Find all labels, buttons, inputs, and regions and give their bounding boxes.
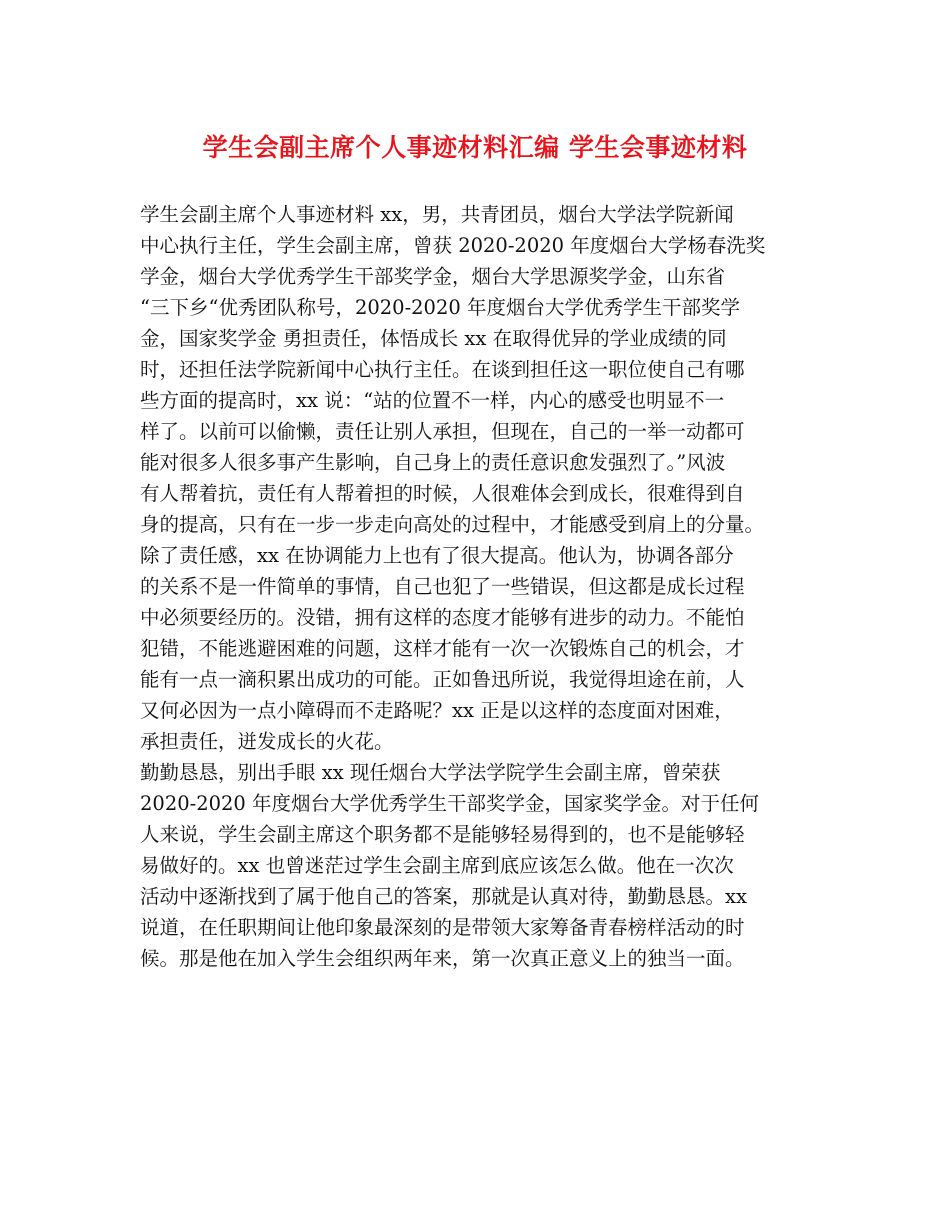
body-line: 样了。以前可以偷懒，责任让别人承担，但现在，自己的一举一动都可 — [140, 420, 745, 443]
body-line: 的关系不是一件简单的事情，自己也犯了一些错误，但这都是成长过程 — [140, 575, 745, 598]
body-line: 除了责任感，xx 在协调能力上也有了很大提高。他认为，协调各部分 — [140, 544, 734, 567]
body-line: 候。那是他在加入学生会组织两年来，第一次真正意义上的独当一面。 — [140, 947, 745, 970]
body-line: 能有一点一滴积累出成功的可能。正如鲁迅所说，我觉得坦途在前，人 — [140, 668, 745, 691]
body-line: 有人帮着抗，责任有人帮着担的时候，人很难体会到成长，很难得到自 — [140, 482, 745, 505]
body-line: 勤勤恳恳，别出手眼 xx 现任烟台大学法学院学生会副主席，曾荣获 — [140, 761, 721, 784]
body-line: 易做好的。xx 也曾迷茫过学生会副主席到底应该怎么做。他在一次次 — [140, 854, 734, 877]
body-line: 中必须要经历的。没错，拥有这样的态度才能够有进步的动力。不能怕 — [140, 606, 745, 629]
body-line: 又何必因为一点小障碍而不走路呢？xx 正是以这样的态度面对困难， — [140, 699, 734, 722]
body-line: 些方面的提高时，xx 说：“站的位置不一样，内心的感受也明显不一 — [140, 389, 725, 412]
body-line: 金，国家奖学金 勇担责任，体悟成长 xx 在取得优异的学业成绩的同 — [140, 327, 727, 350]
body-line: “三下乡“优秀团队称号，2020-2020 年度烟台大学优秀学生干部奖学 — [140, 296, 740, 319]
body-line: 身的提高，只有在一步一步走向高处的过程中，才能感受到肩上的分量。 — [140, 513, 765, 536]
body-line: 承担责任，迸发成长的火花。 — [140, 730, 394, 753]
document-title: 学生会副主席个人事迹材料汇编 学生会事迹材料 — [202, 133, 748, 162]
body-line: 能对很多人很多事产生影响，自己身上的责任意识愈发强烈了。”风波 — [140, 451, 726, 474]
body-line: 2020-2020 年度烟台大学优秀学生干部奖学金，国家奖学金。对于任何 — [140, 792, 760, 815]
body-line: 犯错，不能逃避困难的问题，这样才能有一次一次锻炼自己的机会，才 — [140, 637, 745, 660]
body-line: 中心执行主任，学生会副主席，曾获 2020-2020 年度烟台大学杨春洗奖 — [140, 234, 766, 257]
body-line: 活动中逐渐找到了属于他自己的答案，那就是认真对待，勤勤恳恳。xx — [140, 885, 747, 908]
body-line: 人来说，学生会副主席这个职务都不是能够轻易得到的，也不是能够轻 — [140, 823, 745, 846]
body-line: 说道，在任职期间让他印象最深刻的是带领大家筹备青春榜样活动的时 — [140, 916, 745, 939]
body-line: 学金，烟台大学优秀学生干部奖学金，烟台大学思源奖学金，山东省 — [140, 265, 726, 288]
body-line: 学生会副主席个人事迹材料 xx，男，共青团员，烟台大学法学院新闻 — [140, 203, 734, 226]
document-body — [140, 199, 830, 974]
body-line: 时，还担任法学院新闻中心执行主任。在谈到担任这一职位使自己有哪 — [140, 358, 745, 381]
